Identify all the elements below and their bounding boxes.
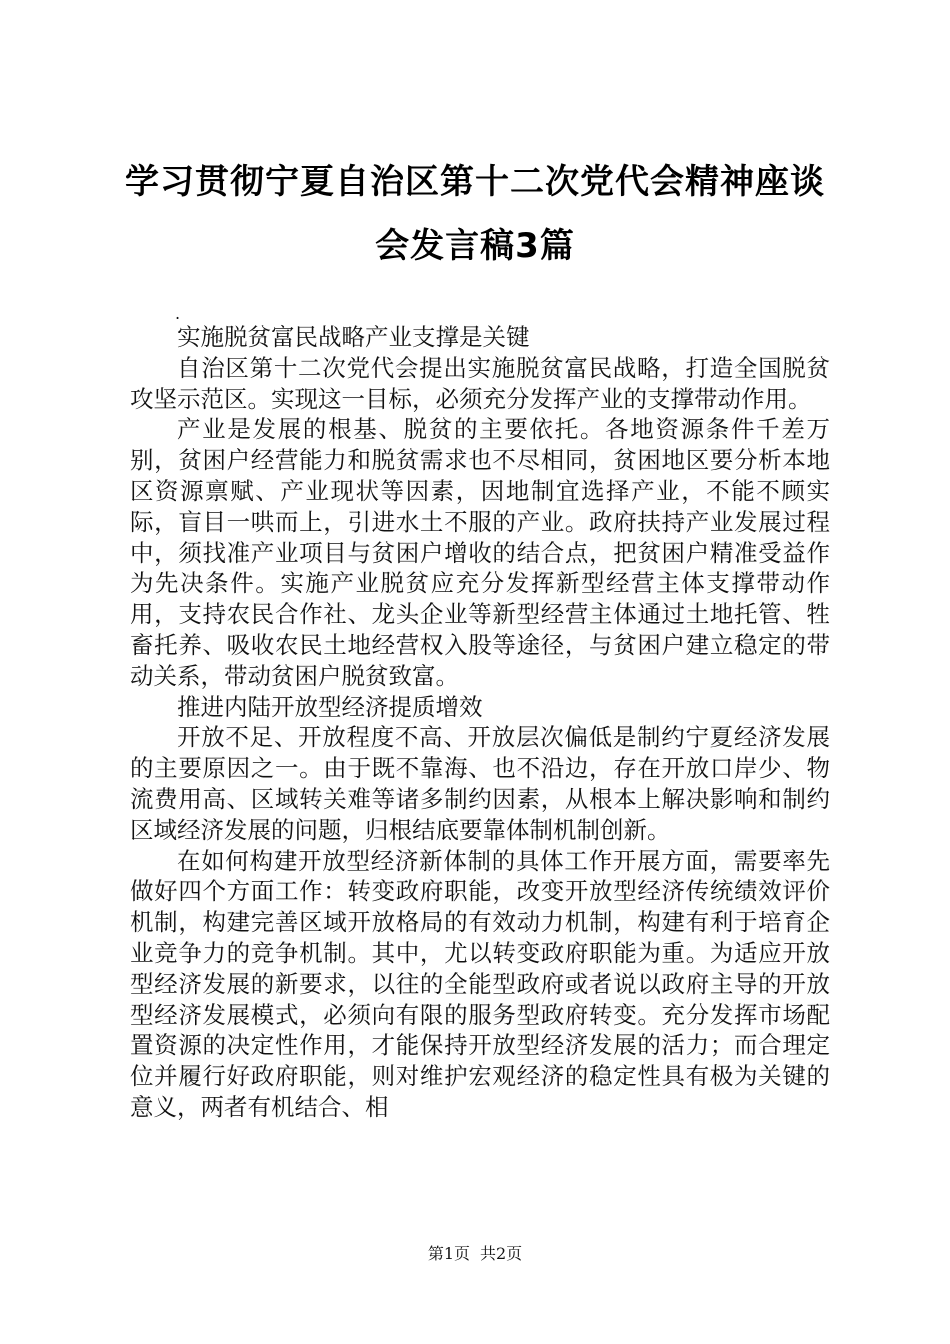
document-title: 学习贯彻宁夏自治区第十二次党代会精神座谈会发言稿3篇 (125, 162, 825, 266)
page-number: 第1页 (427, 1244, 470, 1263)
body-paragraph: 产业是发展的根基、脱贫的主要依托。各地资源条件千差万别，贫困户经营能力和脱贫需求也不尽相同，贫困地区要分析本地区资源禀赋、产业现状等因素，因地制宜选择产业，不能不顾实际，盲目一哄而上，引进水土不服的产业。政府扶持产业发展过程中，须找准产业项目与贫困户增收的结合点，把贫困户精准受益作为先决条件。实施产业脱贫应充分发挥新型经营主体支撑带动作用，支持农民合作社、龙头企业等新型经营主体通过土地托管、牲畜托养、吸收农民土地经营权入股等途径，与贫困户建立稳定的带动关系，带动贫困户脱贫致富。 (130, 415, 830, 690)
body-paragraph: 开放不足、开放程度不高、开放层次偏低是制约宁夏经济发展的主要原因之一。由于既不靠海、也不沿边，存在开放口岸少、物流费用高、区域转关难等诸多制约因素，从根本上解决影响和制约区域经济发展的问题，归根结底要靠体制机制创新。 (130, 723, 830, 844)
page-footer (0, 1244, 950, 1264)
section-heading: 实施脱贫富民战略产业支撑是关键 (177, 323, 530, 351)
body-paragraph: 自治区第十二次党代会提出实施脱贫富民战略，打造全国脱贫攻坚示范区。实现这一目标，必须充分发挥产业的支撑带动作用。 (130, 353, 830, 413)
document-body (130, 322, 830, 1123)
bullet-marker: . (175, 304, 181, 323)
body-paragraph: 在如何构建开放型经济新体制的具体工作开展方面，需要率先做好四个方面工作：转变政府职能，改变开放型经济传统绩效评价机制，构建完善区域开放格局的有效动力机制，构建有利于培育企业竞争力的竞争机制。其中，尤以转变政府职能为重。为适应开放型经济发展的新要求，以往的全能型政府或者说以政府主导的开放型经济发展模式，必须向有限的服务型政府转变。充分发挥市场配置资源的决定性作用，才能保持开放型经济发展的活力；而合理定位并履行好政府职能，则对维护宏观经济的稳定性具有极为关键的意义，两者有机结合、相 (130, 846, 830, 1121)
page-total: 共2页 (480, 1244, 523, 1263)
section-heading: 推进内陆开放型经济提质增效 (177, 692, 483, 721)
